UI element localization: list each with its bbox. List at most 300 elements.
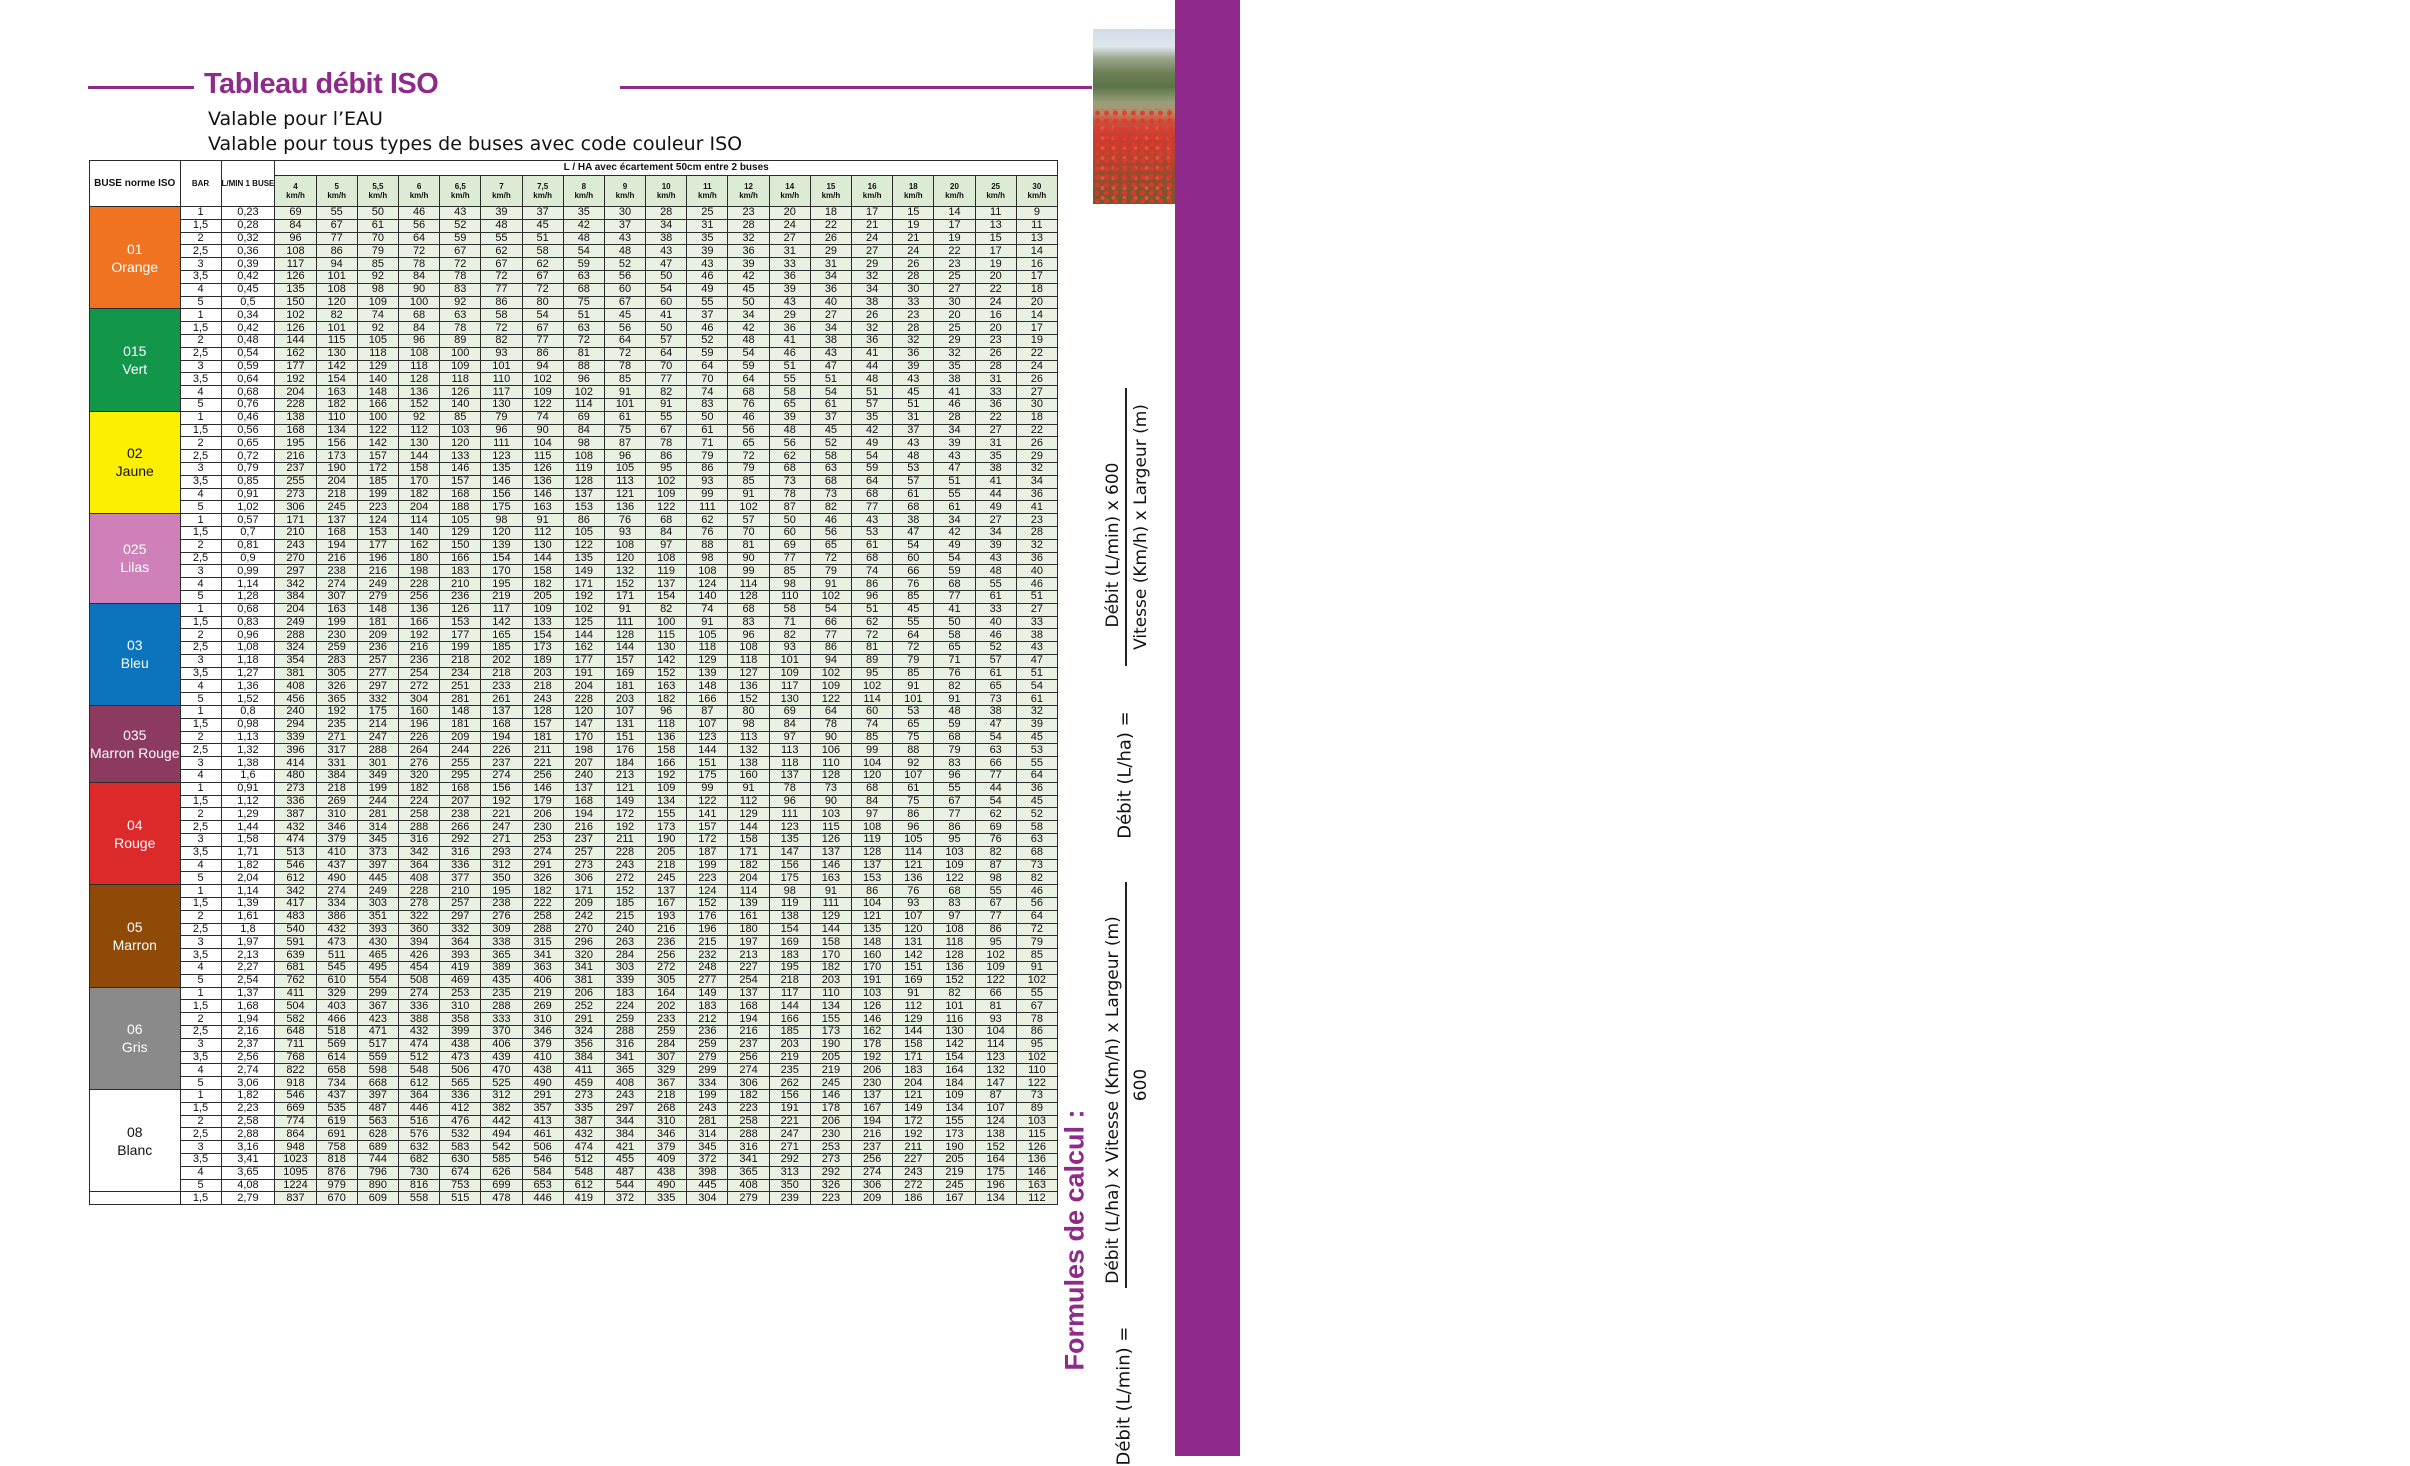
lha-cell: 191 (769, 1102, 810, 1115)
lha-cell: 102 (563, 386, 604, 399)
lha-cell: 110 (1016, 1064, 1057, 1077)
pressure-cell: 5 (180, 693, 221, 706)
lha-cell: 141 (687, 808, 728, 821)
table-row (90, 1064, 1058, 1077)
lha-cell: 64 (687, 360, 728, 373)
lha-cell: 284 (646, 1038, 687, 1051)
lha-cell: 166 (357, 398, 398, 411)
lmin-cell: 0,7 (221, 526, 275, 539)
lha-cell: 230 (522, 821, 563, 834)
table-row (90, 642, 1058, 655)
lha-cell: 669 (275, 1102, 316, 1115)
lha-cell: 99 (728, 565, 769, 578)
lha-cell: 178 (810, 1102, 851, 1115)
lha-cell: 115 (1016, 1128, 1057, 1141)
lha-cell: 68 (810, 475, 851, 488)
lha-cell: 111 (604, 616, 645, 629)
lha-cell: 232 (687, 949, 728, 962)
lha-cell: 68 (934, 578, 975, 591)
lha-cell: 122 (1016, 1077, 1057, 1090)
lha-cell: 185 (604, 898, 645, 911)
lha-cell: 32 (852, 322, 893, 335)
lha-cell: 28 (893, 322, 934, 335)
lha-cell: 365 (481, 949, 522, 962)
lha-cell: 357 (522, 1102, 563, 1115)
lha-cell: 23 (975, 334, 1016, 347)
lha-cell: 261 (481, 693, 522, 706)
lha-cell: 105 (604, 462, 645, 475)
lmin-cell: 1,58 (221, 834, 275, 847)
lha-cell: 211 (604, 834, 645, 847)
lha-cell: 711 (275, 1038, 316, 1051)
lha-cell: 32 (1016, 706, 1057, 719)
lha-cell: 253 (522, 834, 563, 847)
lha-cell: 205 (522, 590, 563, 603)
lha-cell: 177 (440, 629, 481, 642)
lha-cell: 56 (728, 424, 769, 437)
lha-cell: 16 (975, 309, 1016, 322)
lha-cell: 68 (728, 603, 769, 616)
lha-cell: 29 (852, 258, 893, 271)
lha-cell: 170 (563, 731, 604, 744)
lha-cell: 239 (769, 1192, 810, 1205)
lha-cell: 52 (975, 642, 1016, 655)
lha-cell: 554 (357, 974, 398, 987)
lha-cell: 296 (563, 936, 604, 949)
lha-cell: 202 (481, 654, 522, 667)
lha-cell: 81 (728, 539, 769, 552)
lha-cell: 69 (769, 539, 810, 552)
lmin-cell: 2,54 (221, 974, 275, 987)
speed-header (522, 176, 563, 207)
lmin-cell: 2,74 (221, 1064, 275, 1077)
lha-cell: 142 (357, 437, 398, 450)
lha-cell: 394 (398, 936, 439, 949)
lmin-cell: 1,37 (221, 987, 275, 1000)
lha-cell: 532 (440, 1128, 481, 1141)
lha-cell: 223 (357, 501, 398, 514)
lha-cell: 34 (810, 270, 851, 283)
lha-cell: 167 (852, 1102, 893, 1115)
lha-cell: 86 (687, 462, 728, 475)
lha-cell: 236 (357, 642, 398, 655)
lha-cell: 628 (357, 1128, 398, 1141)
lha-cell: 118 (398, 360, 439, 373)
lha-cell: 72 (893, 642, 934, 655)
lha-cell: 56 (769, 437, 810, 450)
lha-cell: 93 (481, 347, 522, 360)
lha-cell: 408 (604, 1077, 645, 1090)
lha-cell: 78 (646, 437, 687, 450)
lha-cell: 432 (275, 821, 316, 834)
lha-cell: 173 (646, 821, 687, 834)
lha-cell: 109 (646, 488, 687, 501)
lha-cell: 301 (357, 757, 398, 770)
lha-cell: 38 (893, 514, 934, 527)
lha-cell: 59 (687, 347, 728, 360)
pressure-cell: 2,5 (180, 552, 221, 565)
lha-cell: 95 (852, 667, 893, 680)
lha-cell: 32 (934, 347, 975, 360)
pressure-cell: 5 (180, 398, 221, 411)
lha-cell: 82 (1016, 872, 1057, 885)
lha-cell: 699 (481, 1179, 522, 1192)
lha-cell: 137 (316, 514, 357, 527)
speed-unit: km/h (492, 191, 511, 200)
lha-cell: 227 (728, 962, 769, 975)
lha-cell: 37 (687, 309, 728, 322)
speed-header (893, 176, 934, 207)
lha-cell: 148 (687, 680, 728, 693)
lha-cell: 139 (687, 667, 728, 680)
lha-cell: 109 (934, 1089, 975, 1102)
lha-cell: 142 (316, 360, 357, 373)
lha-cell: 67 (1016, 1000, 1057, 1013)
lha-cell: 31 (687, 219, 728, 232)
lha-cell: 446 (522, 1192, 563, 1205)
speed-value: 4 (293, 182, 298, 191)
lha-cell: 86 (975, 923, 1016, 936)
lha-cell: 49 (934, 539, 975, 552)
speed-unit: km/h (903, 191, 923, 200)
lha-cell: 292 (769, 1153, 810, 1166)
lha-cell: 345 (687, 1141, 728, 1154)
lha-cell: 100 (357, 411, 398, 424)
lha-cell: 90 (398, 283, 439, 296)
lha-cell: 26 (975, 347, 1016, 360)
lmin-cell: 0,42 (221, 322, 275, 335)
pressure-cell: 3 (180, 360, 221, 373)
lha-cell: 35 (563, 207, 604, 220)
table-row (90, 207, 1058, 220)
lha-cell: 544 (604, 1179, 645, 1192)
lha-cell: 124 (357, 514, 398, 527)
lha-cell: 210 (440, 885, 481, 898)
lha-cell: 25 (687, 207, 728, 220)
lha-cell: 131 (604, 718, 645, 731)
table-row (90, 552, 1058, 565)
pressure-cell: 1 (180, 514, 221, 527)
table-row (90, 987, 1058, 1000)
lha-cell: 236 (440, 590, 481, 603)
lha-cell: 78 (769, 488, 810, 501)
lmin-cell: 0,68 (221, 603, 275, 616)
nozzle-color-cell (90, 885, 181, 987)
lha-cell: 29 (934, 334, 975, 347)
lha-cell: 93 (893, 898, 934, 911)
lha-cell: 38 (852, 296, 893, 309)
lha-cell: 85 (728, 475, 769, 488)
lha-cell: 186 (893, 1192, 934, 1205)
lha-cell: 30 (604, 207, 645, 220)
lha-cell: 610 (316, 974, 357, 987)
pressure-cell: 2,5 (180, 450, 221, 463)
lha-cell: 322 (398, 910, 439, 923)
lha-cell: 157 (357, 450, 398, 463)
lha-cell: 72 (1016, 923, 1057, 936)
lha-cell: 421 (604, 1141, 645, 1154)
pressure-cell: 3,5 (180, 667, 221, 680)
lha-cell: 175 (357, 706, 398, 719)
pressure-cell: 2,5 (180, 1026, 221, 1039)
table-row (90, 680, 1058, 693)
lha-cell: 46 (934, 398, 975, 411)
nozzle-code: 01 (126, 240, 143, 257)
lha-cell: 85 (440, 411, 481, 424)
lha-cell: 192 (852, 1051, 893, 1064)
lha-cell: 98 (687, 552, 728, 565)
lha-cell: 199 (440, 642, 481, 655)
lha-cell: 384 (604, 1128, 645, 1141)
lha-cell: 123 (975, 1051, 1016, 1064)
lha-cell: 279 (357, 590, 398, 603)
lha-cell: 459 (563, 1077, 604, 1090)
lha-cell: 379 (522, 1038, 563, 1051)
lha-cell: 78 (440, 322, 481, 335)
lha-cell: 71 (934, 654, 975, 667)
lha-cell: 136 (398, 603, 439, 616)
lha-cell: 465 (357, 949, 398, 962)
lha-cell: 146 (522, 488, 563, 501)
lha-cell: 68 (852, 782, 893, 795)
pressure-cell: 1,5 (180, 795, 221, 808)
lha-cell: 411 (275, 987, 316, 1000)
lha-cell: 74 (522, 411, 563, 424)
lha-cell: 204 (275, 603, 316, 616)
lha-cell: 46 (728, 411, 769, 424)
lha-cell: 326 (522, 872, 563, 885)
lha-cell: 205 (934, 1153, 975, 1166)
lha-cell: 156 (769, 859, 810, 872)
lha-cell: 243 (604, 859, 645, 872)
lha-cell: 114 (893, 846, 934, 859)
lha-cell: 151 (604, 731, 645, 744)
lha-cell: 19 (975, 258, 1016, 271)
lha-cell: 19 (1016, 334, 1057, 347)
lha-cell: 18 (1016, 283, 1057, 296)
lha-cell: 86 (481, 296, 522, 309)
lha-cell: 61 (893, 782, 934, 795)
lha-cell: 65 (810, 539, 851, 552)
lha-cell: 17 (852, 207, 893, 220)
lha-cell: 149 (563, 565, 604, 578)
lha-cell: 918 (275, 1077, 316, 1090)
lha-cell: 259 (687, 1038, 728, 1051)
lha-cell: 61 (852, 539, 893, 552)
lha-cell: 121 (604, 488, 645, 501)
lha-cell: 192 (563, 590, 604, 603)
lha-cell: 151 (893, 962, 934, 975)
lha-cell: 230 (316, 629, 357, 642)
pressure-cell: 3 (180, 654, 221, 667)
lha-cell: 77 (934, 808, 975, 821)
lha-cell: 82 (646, 386, 687, 399)
lha-cell: 215 (687, 936, 728, 949)
lha-cell: 237 (481, 757, 522, 770)
lha-cell: 41 (852, 347, 893, 360)
lha-cell: 293 (481, 846, 522, 859)
lha-cell: 103 (1016, 1115, 1057, 1128)
lha-cell: 84 (769, 718, 810, 731)
lha-cell: 122 (934, 872, 975, 885)
lha-cell: 51 (1016, 590, 1057, 603)
lha-cell: 55 (769, 373, 810, 386)
lha-cell: 129 (687, 654, 728, 667)
lha-cell: 307 (646, 1051, 687, 1064)
lha-cell: 218 (646, 859, 687, 872)
lmin-cell: 0,98 (221, 718, 275, 731)
lha-cell: 61 (687, 424, 728, 437)
pressure-cell: 5 (180, 1179, 221, 1192)
lha-cell: 86 (852, 578, 893, 591)
lha-cell: 22 (1016, 424, 1057, 437)
speed-header (975, 176, 1016, 207)
lha-cell: 92 (893, 757, 934, 770)
lha-cell: 689 (357, 1141, 398, 1154)
lha-cell: 54 (852, 450, 893, 463)
speed-value: 18 (908, 182, 918, 191)
lha-cell: 372 (604, 1192, 645, 1205)
lha-cell: 284 (604, 949, 645, 962)
lha-cell: 157 (687, 821, 728, 834)
lmin-cell: 0,54 (221, 347, 275, 360)
pressure-cell: 2 (180, 1013, 221, 1026)
lha-cell: 365 (316, 693, 357, 706)
lha-cell: 175 (975, 1166, 1016, 1179)
lha-cell: 249 (357, 885, 398, 898)
lha-cell: 226 (481, 744, 522, 757)
lha-cell: 288 (398, 821, 439, 834)
lha-cell: 137 (852, 1089, 893, 1102)
lha-cell: 107 (687, 718, 728, 731)
nozzle-code: 015 (123, 343, 147, 360)
lha-cell: 82 (769, 629, 810, 642)
lha-cell: 411 (563, 1064, 604, 1077)
lha-cell: 235 (316, 718, 357, 731)
lha-cell: 146 (481, 475, 522, 488)
speed-unit: km/h (945, 191, 964, 200)
lha-cell: 108 (563, 450, 604, 463)
lha-cell: 77 (646, 373, 687, 386)
lha-cell: 45 (810, 424, 851, 437)
lmin-cell: 0,59 (221, 360, 275, 373)
lha-cell: 238 (440, 808, 481, 821)
lha-cell: 56 (398, 219, 439, 232)
lha-cell: 45 (1016, 795, 1057, 808)
lha-cell: 78 (810, 718, 851, 731)
lha-cell: 240 (275, 706, 316, 719)
lha-cell: 274 (481, 770, 522, 783)
lha-cell: 213 (604, 770, 645, 783)
lha-cell: 64 (1016, 910, 1057, 923)
lha-cell: 76 (687, 526, 728, 539)
lha-cell: 426 (398, 949, 439, 962)
lha-cell: 95 (934, 834, 975, 847)
lha-cell: 44 (975, 488, 1016, 501)
lmin-cell: 1,02 (221, 501, 275, 514)
lha-cell: 565 (440, 1077, 481, 1090)
lha-cell: 331 (316, 757, 357, 770)
lha-cell: 753 (440, 1179, 481, 1192)
lha-cell: 152 (604, 578, 645, 591)
lha-cell: 130 (316, 347, 357, 360)
lha-cell: 269 (316, 795, 357, 808)
lha-cell: 77 (975, 770, 1016, 783)
lha-cell: 104 (975, 1026, 1016, 1039)
lha-cell: 107 (604, 706, 645, 719)
lha-cell: 98 (481, 514, 522, 527)
lha-cell: 212 (687, 1013, 728, 1026)
lha-cell: 576 (398, 1128, 439, 1141)
lha-cell: 130 (398, 437, 439, 450)
lha-cell: 168 (563, 795, 604, 808)
lha-cell: 364 (398, 859, 439, 872)
lha-cell: 569 (316, 1038, 357, 1051)
lha-cell: 243 (522, 693, 563, 706)
lha-cell: 397 (357, 1089, 398, 1102)
lha-cell: 172 (604, 808, 645, 821)
lha-cell: 146 (440, 462, 481, 475)
lha-cell: 165 (481, 629, 522, 642)
lha-cell: 48 (563, 232, 604, 245)
lha-cell: 192 (604, 821, 645, 834)
lha-cell: 111 (481, 437, 522, 450)
lha-cell: 273 (563, 859, 604, 872)
table-row (90, 578, 1058, 591)
lha-cell: 60 (646, 296, 687, 309)
lha-cell: 198 (398, 565, 439, 578)
lmin-cell: 1,29 (221, 808, 275, 821)
table-row (90, 808, 1058, 821)
lha-cell: 67 (481, 258, 522, 271)
lha-cell: 233 (646, 1013, 687, 1026)
lha-cell: 157 (522, 718, 563, 731)
lha-cell: 316 (728, 1141, 769, 1154)
lha-cell: 167 (934, 1192, 975, 1205)
lha-cell: 51 (522, 232, 563, 245)
lha-cell: 48 (934, 706, 975, 719)
lha-cell: 204 (728, 872, 769, 885)
lha-cell: 50 (934, 616, 975, 629)
lha-cell: 158 (893, 1038, 934, 1051)
lha-cell: 55 (975, 885, 1016, 898)
lha-cell: 203 (769, 1038, 810, 1051)
lha-cell: 101 (316, 322, 357, 335)
lha-cell: 110 (810, 987, 851, 1000)
lha-cell: 171 (563, 885, 604, 898)
lha-cell: 79 (728, 462, 769, 475)
pressure-cell: 2 (180, 539, 221, 552)
lmin-cell: 1,8 (221, 923, 275, 936)
lha-cell: 99 (687, 488, 728, 501)
lmin-cell: 0,46 (221, 411, 275, 424)
lha-cell: 406 (481, 1038, 522, 1051)
lha-cell: 170 (398, 475, 439, 488)
lha-cell: 91 (893, 987, 934, 1000)
lha-cell: 461 (522, 1128, 563, 1141)
lha-cell: 276 (481, 910, 522, 923)
lha-cell: 69 (275, 207, 316, 220)
lha-cell: 21 (893, 232, 934, 245)
lha-cell: 96 (275, 232, 316, 245)
lha-cell: 216 (398, 642, 439, 655)
lha-cell: 155 (934, 1115, 975, 1128)
lha-cell: 49 (687, 283, 728, 296)
lha-cell: 85 (852, 731, 893, 744)
lha-cell: 112 (522, 526, 563, 539)
lha-cell: 228 (398, 885, 439, 898)
lmin-cell: 1,14 (221, 885, 275, 898)
